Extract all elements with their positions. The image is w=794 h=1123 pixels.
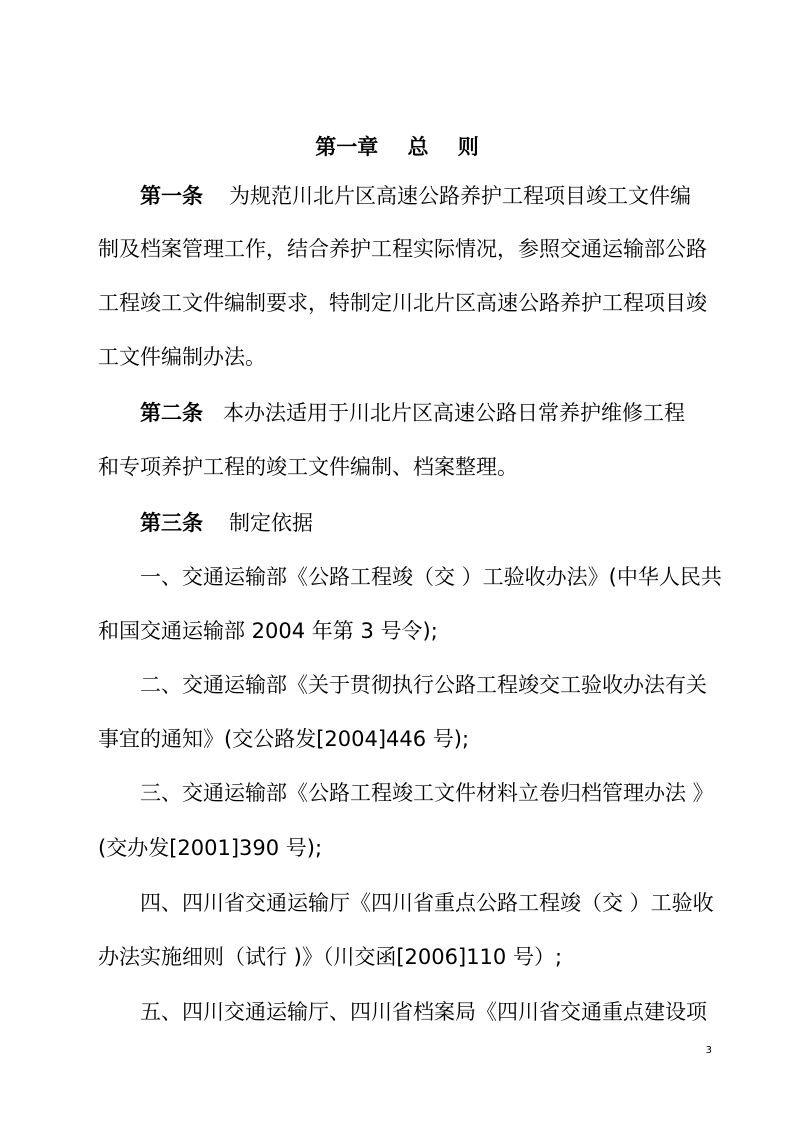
article-3-line-1 xyxy=(140,507,765,539)
article-1-line-2: 制及档案管理工作，结合养护工程实际情况，参照交通运输部公路 xyxy=(98,237,707,261)
article-3-text: 制定依据 xyxy=(229,511,313,535)
article-2-text-1: 本办法适用于川北片区高速公路日常养护维修工程 xyxy=(223,401,685,425)
page-number: 3 xyxy=(705,1045,712,1056)
article-1-line-3: 工程竣工文件编制要求，特制定川北片区高速公路养护工程项目竣 xyxy=(98,291,707,315)
basis-item-2-line-1: 二、交通运输部《关于贯彻执行公路工程竣交工验收办法有关 xyxy=(140,673,707,697)
article-1-line-4: 工文件编制办法。 xyxy=(98,345,266,369)
article-3-label: 第三条 xyxy=(140,511,203,535)
article-2-line-2: 和专项养护工程的竣工文件编制、档案整理。 xyxy=(98,455,518,479)
basis-item-4-line-1: 四、四川省交通运输厅《四川省重点公路工程竣（交 ）工验收 xyxy=(140,891,714,915)
basis-item-5-line-1: 五、四川交通运输厅、四川省档案局《四川省交通重点建设项 xyxy=(140,1000,707,1024)
article-1-label: 第一条 xyxy=(140,184,203,208)
article-2-label: 第二条 xyxy=(140,401,203,425)
article-2-line-1 xyxy=(140,397,765,429)
basis-item-3-line-1: 三、交通运输部《公路工程竣工文件材料立卷归档管理办法 》 xyxy=(140,781,714,805)
basis-item-2-line-2: 事宜的通知》(交公路发[2004]446 号); xyxy=(98,727,470,751)
article-1-text-1: 为规范川北片区高速公路养护工程项目竣工文件编 xyxy=(229,184,691,208)
basis-item-1-line-2: 和国交通运输部 2004 年第 3 号令); xyxy=(98,619,438,643)
basis-item-1-line-1: 一、交通运输部《公路工程竣（交 ）工验收办法》(中华人民共 xyxy=(140,565,722,589)
basis-item-3-line-2: (交办发[2001]390 号); xyxy=(98,836,323,860)
basis-item-4-line-2: 办法实施细则（试行 )》（川交函[2006]110 号）; xyxy=(98,945,563,969)
article-1-line-1 xyxy=(140,180,765,212)
chapter-title: 第一章 总 则 xyxy=(315,135,479,159)
